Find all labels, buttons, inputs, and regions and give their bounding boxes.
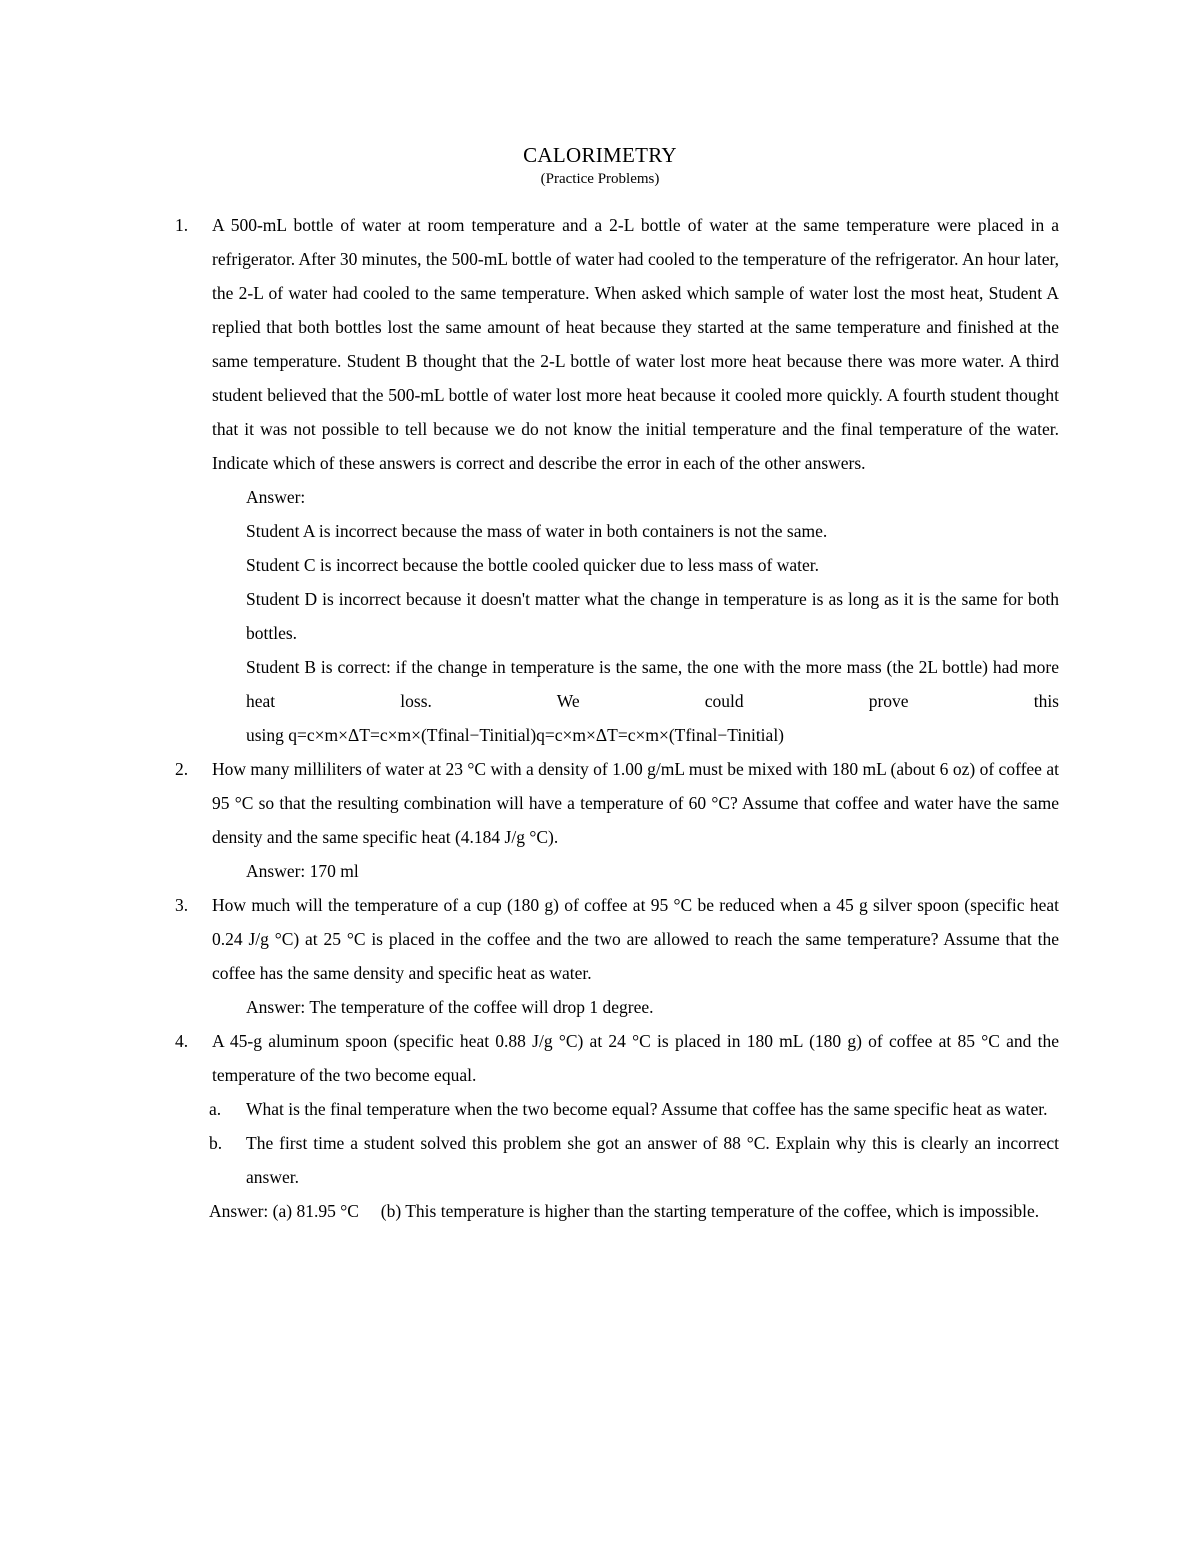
- question-number: 1.: [175, 215, 189, 235]
- question-text: How much will the temperature of a cup (180 g) of coffee at 95 °C be reduced when a 45 g silver spoon (specific heat 0.24 J/g °C) at 25 °C is placed in the coffee and the two are allowed to reach the same temperature? Assume that the coffee has the same density and specific heat as water.: [212, 895, 1059, 983]
- question-text: A 500-mL bottle of water at room temperature and a 2-L bottle of water at the same temperature were placed in a refrigerator. After 30 minutes, the 500-mL bottle of water had cooled to the temperature of the refrigerator. An hour later, the 2-L of water had cooled to the same temperature. When asked which sample of water lost the most heat, Student A replied that both bottles lost the same amount of heat because they started at the same temperature and finished at the same temperature. Student B thought that the 2-L bottle of water lost more heat because there was more water. A third student believed that the 500-mL bottle of water lost more heat because it cooled more quickly. A fourth student thought that it was not possible to tell because we do not know the initial temperature and the final temperature of the water. Indicate which of these answers is correct and describe the error in each of the other answers.: [212, 215, 1059, 473]
- question-2: [175, 752, 1059, 854]
- question-1: [175, 208, 1059, 480]
- answer-line: Student B is correct: if the change in temperature is the same, the one with the more mass (the 2L bottle) had more heat loss. We could prove this: [246, 657, 1059, 711]
- part-text: What is the final temperature when the two become equal? Assume that coffee has the same specific heat as water.: [246, 1099, 1048, 1119]
- question-number: 2.: [175, 759, 189, 779]
- page-subtitle: (Practice Problems): [540, 171, 660, 187]
- answer-line: Student D is incorrect because it doesn't matter what the change in temperature is as long as it is the same for both bottles.: [246, 589, 1059, 643]
- question-list: [175, 208, 1059, 1228]
- answer-line: Student C is incorrect because the bottle cooled quicker due to less mass of water.: [246, 555, 819, 575]
- page-title: CALORIMETRY: [523, 143, 677, 167]
- question-number: 4.: [175, 1031, 189, 1051]
- question-number: 3.: [175, 895, 189, 915]
- part-text: The first time a student solved this problem she got an answer of 88 °C. Explain why this is clearly an incorrect answer.: [246, 1133, 1059, 1187]
- answer-formula: using q=c×m×ΔT=c×m×(Tfinal−Tinitial)q=c×m×ΔT=c×m×(Tfinal−Tinitial): [246, 725, 785, 745]
- answer-label: Answer:: [246, 487, 306, 507]
- answer-line: Answer: The temperature of the coffee will drop 1 degree.: [246, 997, 654, 1017]
- answer-line: Answer: (a) 81.95 °C (b) This temperature is higher than the starting temperature of the coffee, which is impossible.: [209, 1201, 1040, 1221]
- question-3: [175, 888, 1059, 990]
- part-letter: a.: [209, 1099, 222, 1119]
- answer-line: Student A is incorrect because the mass of water in both containers is not the same.: [246, 521, 828, 541]
- question-text: How many milliliters of water at 23 °C with a density of 1.00 g/mL must be mixed with 180 mL (about 6 oz) of coffee at 95 °C so that the resulting combination will have a temperature of 60 °C? Assume that coffee and water have the same density and the same specific heat (4.184 J/g °C).: [212, 759, 1059, 847]
- question-4-part-b: [175, 1126, 1059, 1194]
- question-4: [175, 1024, 1059, 1092]
- question-4-part-a: [175, 1092, 1059, 1126]
- question-text: A 45-g aluminum spoon (specific heat 0.88 J/g °C) at 24 °C is placed in 180 mL (180 g) of coffee at 85 °C and the temperature of the two become equal.: [212, 1031, 1059, 1085]
- answer-line: Answer: 170 ml: [246, 861, 359, 881]
- part-letter: b.: [209, 1133, 223, 1153]
